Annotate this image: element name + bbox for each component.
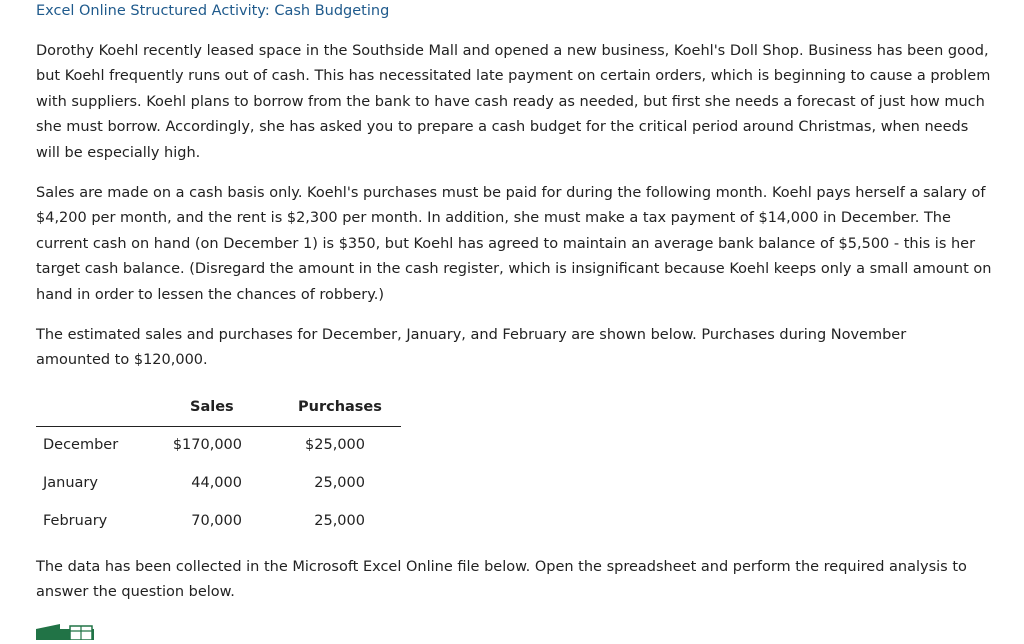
table-header-row (36, 395, 401, 427)
page-title: Excel Online Structured Activity: Cash Budgeting (36, 3, 390, 19)
month-cell: February (43, 513, 108, 529)
estimates-paragraph: The estimated sales and purchases for December, January, and February are shown below. Purchases during November amounted to $120,000. (36, 327, 907, 369)
sales-column-header: Sales (190, 399, 234, 415)
purchases-cell: 25,000 (314, 475, 365, 491)
sales-cell: 70,000 (191, 513, 242, 529)
sales-cell: $170,000 (172, 437, 242, 453)
purchases-cell: 25,000 (314, 513, 365, 529)
table-row (36, 427, 401, 465)
month-cell: January (43, 475, 98, 491)
purchases-cell: $25,000 (305, 437, 365, 453)
sales-purchases-table (36, 395, 401, 541)
intro-paragraph: Dorothy Koehl recently leased space in the Southside Mall and opened a new business, Koehl's Doll Shop. Business has been good, but Koehl frequently runs out of cash. This has necessitated late payment on certain orders, which is beginning to cause a problem with suppliers. Koehl plans to borrow from the bank to have cash ready as needed, but first she needs a forecast of just how much she must borrow. Accordingly, she has asked you to prepare a cash budget for the critical period around Christmas, when needs will be especially high. (36, 43, 991, 161)
table-row (36, 465, 401, 503)
details-paragraph: Sales are made on a cash basis only. Koehl's purchases must be paid for during the following month. Koehl pays herself a salary of $4,200 per month, and the rent is $2,300 per month. In addition, she must make a tax payment of $14,000 in December. The current cash on hand (on December 1) is $350, but Koehl has agreed to maintain an average bank balance of $5,500 - this is her target cash balance. (Disregard the amount in the cash register, which is insignificant because Koehl keeps only a small amount on hand in order to lessen the chances of robbery.) (36, 185, 992, 303)
month-cell: December (43, 437, 119, 453)
excel-icon[interactable] (36, 624, 94, 640)
instructions-paragraph: The data has been collected in the Microsoft Excel Online file below. Open the spreadsheet and perform the required analysis to answer the question below. (36, 559, 967, 601)
table-row (36, 503, 401, 541)
sales-cell: 44,000 (191, 475, 242, 491)
purchases-column-header: Purchases (298, 399, 382, 415)
